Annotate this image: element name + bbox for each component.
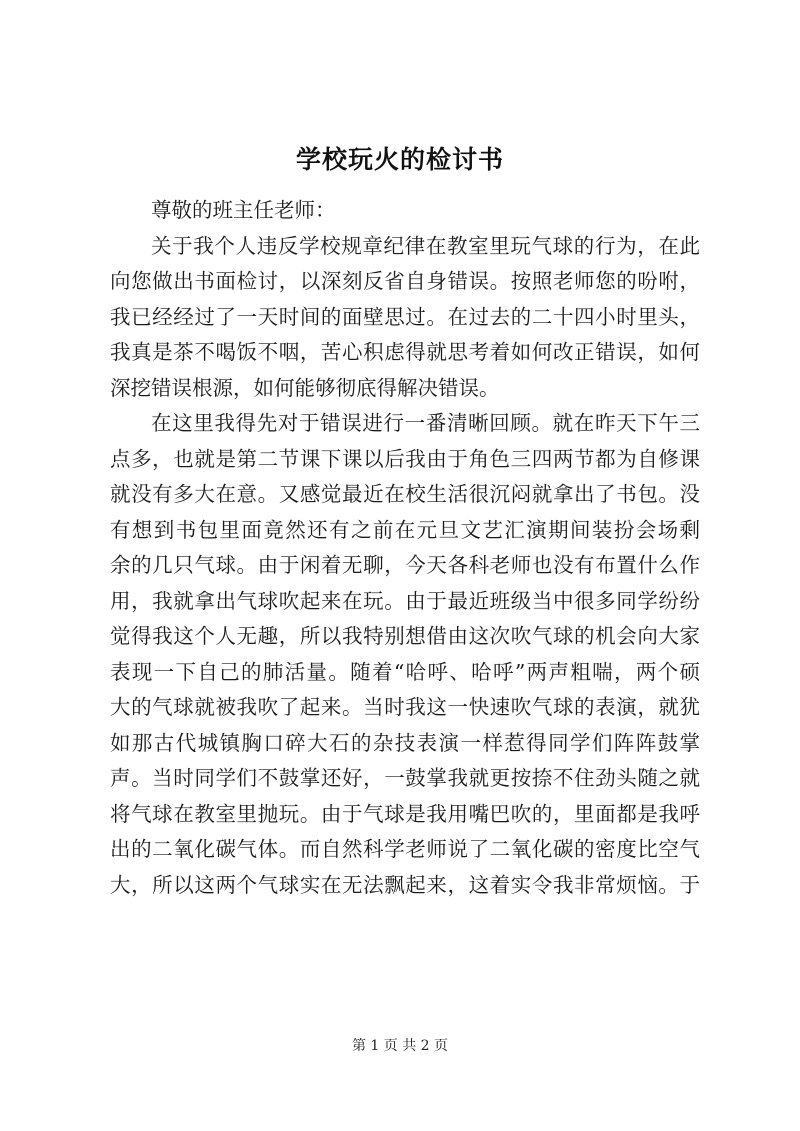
paragraph-line: 如那古代城镇胸口碎大石的杂技表演一样惹得同学们阵阵鼓掌	[110, 730, 700, 755]
paragraph-line: 觉得我这个人无趣，所以我特别想借由这次吹气球的机会向大家	[110, 624, 700, 648]
paragraph-line: 大的气球就被我吹了起来。当时我这一快速吹气球的表演，就犹	[110, 695, 700, 719]
paragraph-line: 点多，也就是第二节课下课以后我由于角色三四两节都为自修课	[110, 446, 700, 471]
paragraph-line: 将气球在教室里抛玩。由于气球是我用嘴巴吹的，里面都是我呼	[110, 801, 700, 826]
document-title: 学校玩火的检讨书	[295, 145, 504, 174]
paragraph-line: 用，我就拿出气球吹起来在玩。由于最近班级当中很多同学纷纷	[110, 588, 700, 613]
page-number-footer: 第 1 页 共 2 页	[351, 1038, 449, 1054]
paragraph-line: 出的二氧化碳气体。而自然科学老师说了二氧化碳的密度比空气	[110, 837, 700, 861]
document-body	[110, 193, 700, 903]
paragraph-line: 就没有多大在意。又感觉最近在校生活很沉闷就拿出了书包。没	[110, 482, 700, 506]
paragraph-line: 我真是茶不喝饭不咽，苦心积虑得就思考着如何改正错误，如何	[110, 340, 700, 364]
paragraph-line: 声。当时同学们不鼓掌还好，一鼓掌我就更按捺不住劲头随之就	[110, 766, 700, 790]
paragraph-line: 有想到书包里面竟然还有之前在元旦文艺汇演期间装扮会场剩	[110, 517, 700, 542]
paragraph-line: 在这里我得先对于错误进行一番清晰回顾。就在昨天下午三	[151, 411, 700, 435]
paragraph-line: 向您做出书面检讨，以深刻反省自身错误。按照老师您的吩咐，	[110, 269, 700, 293]
paragraph-line: 关于我个人违反学校规章纪律在教室里玩气球的行为，在此	[151, 233, 700, 258]
paragraph-line: 我已经经过了一天时间的面壁思过。在过去的二十四小时里头，	[110, 304, 700, 329]
salutation-line: 尊敬的班主任老师：	[151, 198, 336, 222]
paragraph-line: 深挖错误根源，如何能够彻底得解决错误。	[110, 375, 500, 400]
paragraph-line: 余的几只气球。由于闲着无聊，今天各科老师也没有布置什么作	[110, 553, 700, 577]
paragraph-line: 表现一下自己的肺活量。随着“哈呼、哈呼”两声粗喘，两个硕	[110, 659, 700, 684]
paragraph-line: 大，所以这两个气球实在无法飘起来，这着实令我非常烦恼。于	[110, 872, 700, 897]
